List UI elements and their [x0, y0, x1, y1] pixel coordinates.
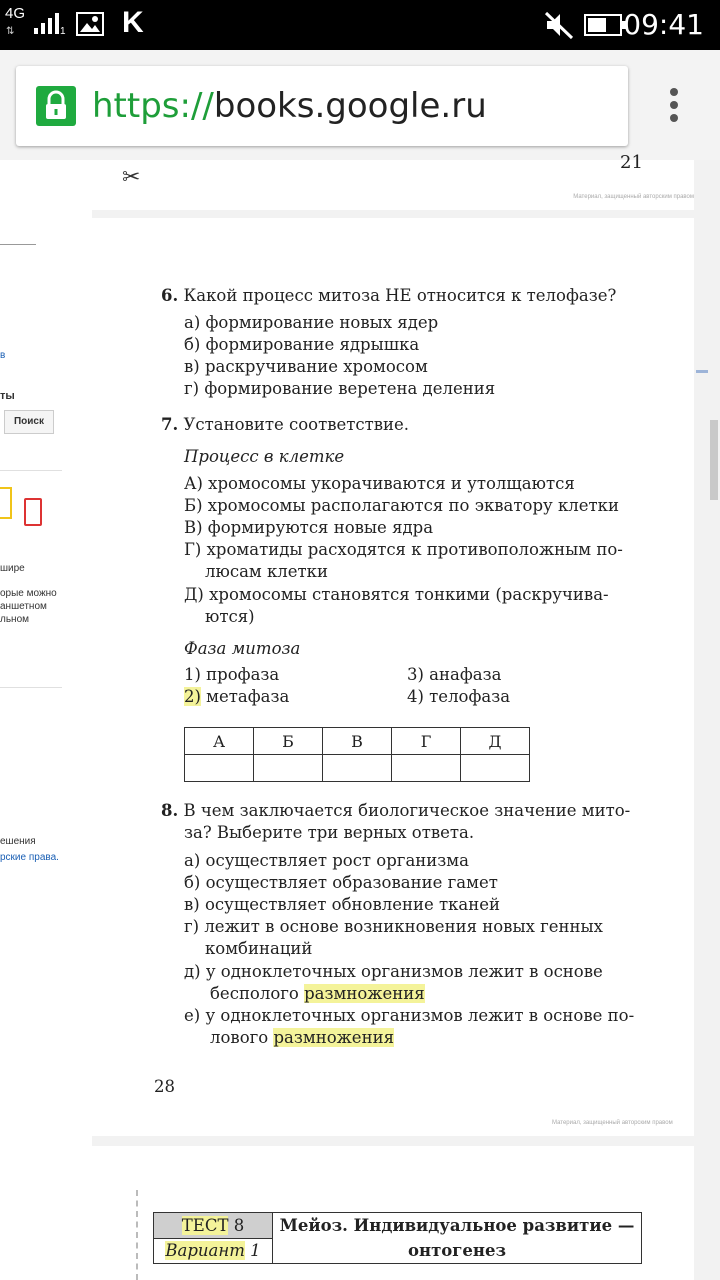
books-sidebar [0, 160, 92, 1280]
battery-icon [584, 14, 628, 36]
test-label: ТЕСТ [181, 1215, 229, 1235]
test-header-table [153, 1212, 642, 1264]
network-type: 4G [5, 5, 26, 22]
divider [0, 687, 62, 688]
process-item: А) хромосомы укорачиваются и утолщаются [184, 474, 575, 493]
question-text: за? Выберите три верных ответа. [184, 823, 475, 842]
answer-option: комбинаций [184, 939, 313, 958]
divider [0, 470, 62, 471]
variant-number: 1 [244, 1241, 261, 1261]
table-cell [323, 755, 392, 782]
phase-item: 3) анафаза [407, 665, 502, 684]
sidebar-text: льном [0, 614, 30, 625]
previous-page [92, 152, 694, 210]
copyright-link[interactable]: рские права. [0, 852, 59, 863]
question-number: 7. [161, 415, 179, 434]
table-cell [461, 755, 530, 782]
table-cell [392, 755, 461, 782]
scrollbar[interactable] [710, 420, 718, 500]
divider [0, 244, 36, 245]
sidebar-text: ешения [0, 836, 36, 847]
cut-line [136, 1190, 138, 1280]
search-button[interactable]: Поиск [4, 410, 54, 434]
phone-device-icon [24, 498, 42, 526]
process-item: люсам клетки [184, 562, 328, 581]
question-number: 6. [161, 286, 179, 305]
watermark: Материал, защищенный авторским правом [573, 194, 694, 200]
k-app-icon: K [122, 6, 144, 39]
process-item: Д) хромосомы становятся тонкими (раскручива- [184, 585, 609, 604]
table-header: А [185, 728, 254, 755]
answer-option: б) формирование ядрышка [184, 335, 420, 354]
answer-option: е) у одноклеточных организмов лежит в основе по- [184, 1006, 635, 1025]
browser-toolbar [0, 50, 720, 160]
sidebar-text: орые можно [0, 588, 57, 599]
process-item: В) формируются новые ядра [184, 518, 434, 537]
sidebar-text: аншетном [0, 601, 47, 612]
highlighted-phase-number: 2) [184, 687, 201, 706]
table-cell [254, 755, 323, 782]
phase-item: 1) профаза [184, 665, 280, 684]
answer-option: а) формирование новых ядер [184, 313, 439, 332]
sim-slot: 1 [60, 26, 66, 37]
test-number: 8 [228, 1215, 245, 1235]
table-header: В [323, 728, 392, 755]
answer-option: лового [210, 1028, 274, 1047]
sidebar-text: шире [0, 563, 25, 574]
answer-option: бесполого [210, 984, 305, 1003]
answer-option: в) осуществляет обновление тканей [184, 895, 501, 914]
question-number: 8. [161, 801, 179, 820]
clock: 09:41 [623, 8, 704, 41]
table-cell [185, 755, 254, 782]
overflow-menu-icon[interactable] [660, 88, 688, 124]
test-title: Мейоз. Индивидуальное развитие — [279, 1216, 635, 1235]
table-header: Г [392, 728, 461, 755]
answer-option: г) формирование веретена деления [184, 379, 496, 398]
scissors-icon: ✂ [122, 164, 141, 189]
variant-label: Вариант [165, 1241, 245, 1261]
table-header: Д [461, 728, 530, 755]
table-header: Б [254, 728, 323, 755]
test-title: онтогенез [407, 1241, 507, 1260]
process-item: Г) хроматиды расходятся к противоположным по- [184, 540, 623, 559]
sidebar-link[interactable]: в [0, 350, 6, 361]
mute-icon [544, 10, 574, 40]
scroll-marker [696, 370, 708, 373]
answer-option: в) раскручивание хромосом [184, 357, 428, 376]
url-bar[interactable] [16, 66, 628, 146]
lock-icon[interactable] [36, 86, 76, 126]
highlighted-word: размножения [273, 1028, 394, 1047]
image-notification-icon [76, 12, 104, 36]
phase-item: метафаза [200, 687, 290, 706]
data-activity-icon: ⇅ [6, 26, 16, 37]
watermark: Материал, защищенный авторским правом [552, 1120, 673, 1126]
section-heading: Процесс в клетке [184, 447, 345, 466]
answer-option: б) осуществляет образование гамет [184, 873, 498, 892]
section-heading: Фаза митоза [184, 639, 301, 658]
question-text: В чем заключается биологическое значение мито- [183, 801, 631, 820]
sidebar-heading: ты [0, 390, 15, 402]
question-text: Какой процесс митоза НЕ относится к телофазе? [183, 286, 617, 305]
answer-option: г) лежит в основе возникновения новых генных [184, 917, 603, 936]
url-scheme: https:// [92, 86, 214, 126]
tablet-device-icon [0, 487, 12, 519]
status-bar [0, 0, 720, 50]
process-item: Б) хромосомы располагаются по экватору клетки [184, 496, 619, 515]
question-text: Установите соответствие. [183, 415, 410, 434]
answer-table [184, 727, 530, 782]
url-text[interactable] [92, 84, 487, 128]
phase-item: 4) телофаза [407, 687, 511, 706]
page-number-partial: 21 [620, 152, 643, 173]
answer-option: а) осуществляет рост организма [184, 851, 469, 870]
url-host: books.google.ru [213, 86, 487, 126]
process-item: ются) [184, 607, 255, 626]
highlighted-word: размножения [304, 984, 425, 1003]
answer-option: д) у одноклеточных организмов лежит в основе [184, 962, 603, 981]
page-number: 28 [154, 1077, 175, 1096]
